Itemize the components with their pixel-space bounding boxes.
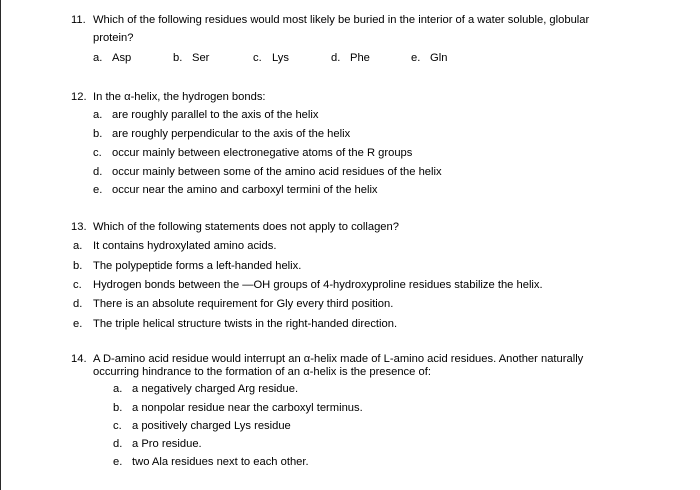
option-letter: e. [93, 184, 103, 196]
question-13-option-e [73, 316, 397, 332]
question-14-option-e [113, 454, 309, 470]
question-14-stem-continued: occurring hindrance to the formation of an α-helix is the presence of: [93, 366, 431, 378]
option-text: Ser [192, 52, 210, 64]
option-text: Hydrogen bonds between the —OH groups of 4-hydroxyproline residues stabilize the helix. [93, 279, 543, 291]
question-14-option-a [113, 381, 298, 397]
option-letter: c. [113, 420, 122, 432]
question-number: 11. [71, 14, 86, 26]
option-text: are roughly perpendicular to the axis of the helix [112, 128, 351, 140]
question-11-option-d [331, 50, 370, 66]
question-13-option-b [73, 258, 301, 274]
option-text: a Pro residue. [132, 438, 202, 450]
question-14-option-b [113, 400, 363, 416]
option-letter: d. [73, 298, 83, 310]
option-text: Asp [112, 52, 132, 64]
question-13-option-c [73, 277, 543, 293]
question-11-option-a [93, 50, 131, 66]
option-letter: a. [93, 109, 103, 121]
option-letter: e. [113, 456, 123, 468]
option-text: a negatively charged Arg residue. [132, 383, 299, 395]
option-letter: d. [331, 52, 341, 64]
question-12-option-b [93, 126, 350, 142]
option-text: a positively charged Lys residue [132, 420, 291, 432]
option-letter: a. [113, 383, 123, 395]
question-11-stem-continued: protein? [93, 32, 134, 44]
option-letter: b. [73, 260, 83, 272]
question-12-option-d [93, 164, 442, 180]
question-12-option-c [93, 145, 412, 161]
option-text: Gln [430, 52, 448, 64]
option-text: The polypeptide forms a left-handed helix. [93, 260, 302, 272]
question-12-stem [71, 89, 266, 105]
option-letter: e. [411, 52, 421, 64]
option-text: Phe [350, 52, 370, 64]
question-12-option-e [93, 182, 378, 198]
option-letter: b. [173, 52, 183, 64]
option-text: a nonpolar residue near the carboxyl terminus. [132, 402, 363, 414]
option-text: It contains hydroxylated amino acids. [93, 240, 277, 252]
option-letter: a. [93, 52, 103, 64]
option-letter: c. [73, 279, 82, 291]
option-letter: c. [93, 147, 102, 159]
question-text: A D-amino acid residue would interrupt an α-helix made of L-amino acid residues. Another naturally [93, 353, 584, 365]
question-text: Which of the following statements does not apply to collagen? [93, 221, 399, 233]
question-11-option-b [173, 50, 209, 66]
option-text: occur near the amino and carboxyl termini of the helix [112, 184, 378, 196]
option-letter: b. [93, 128, 103, 140]
question-14-option-d [113, 436, 202, 452]
option-text: The triple helical structure twists in the right-handed direction. [93, 318, 398, 330]
question-14-option-c [113, 418, 291, 434]
option-letter: e. [73, 318, 83, 330]
option-letter: a. [73, 240, 83, 252]
option-letter: b. [113, 402, 123, 414]
option-text: are roughly parallel to the axis of the helix [112, 109, 319, 121]
question-number: 14. [71, 353, 87, 365]
option-letter: c. [253, 52, 262, 64]
question-13-option-a [73, 238, 276, 254]
question-number: 13. [71, 221, 87, 233]
option-text: Lys [272, 52, 289, 64]
option-letter: d. [93, 166, 103, 178]
question-number: 12. [71, 91, 87, 103]
question-11-option-c [253, 50, 289, 66]
question-11-stem [71, 12, 589, 28]
question-11-option-e [411, 50, 447, 66]
question-12-option-a [93, 107, 318, 123]
option-text: two Ala residues next to each other. [132, 456, 309, 468]
option-letter: d. [113, 438, 123, 450]
question-13-stem [71, 219, 399, 235]
question-text: In the α-helix, the hydrogen bonds: [93, 91, 266, 103]
option-text: occur mainly between some of the amino acid residues of the helix [112, 166, 442, 178]
option-text: occur mainly between electronegative atoms of the R groups [112, 147, 413, 159]
question-13-option-d [73, 296, 393, 312]
option-text: There is an absolute requirement for Gly every third position. [93, 298, 394, 310]
question-text: Which of the following residues would most likely be buried in the interior of a water soluble, globular [93, 14, 590, 26]
